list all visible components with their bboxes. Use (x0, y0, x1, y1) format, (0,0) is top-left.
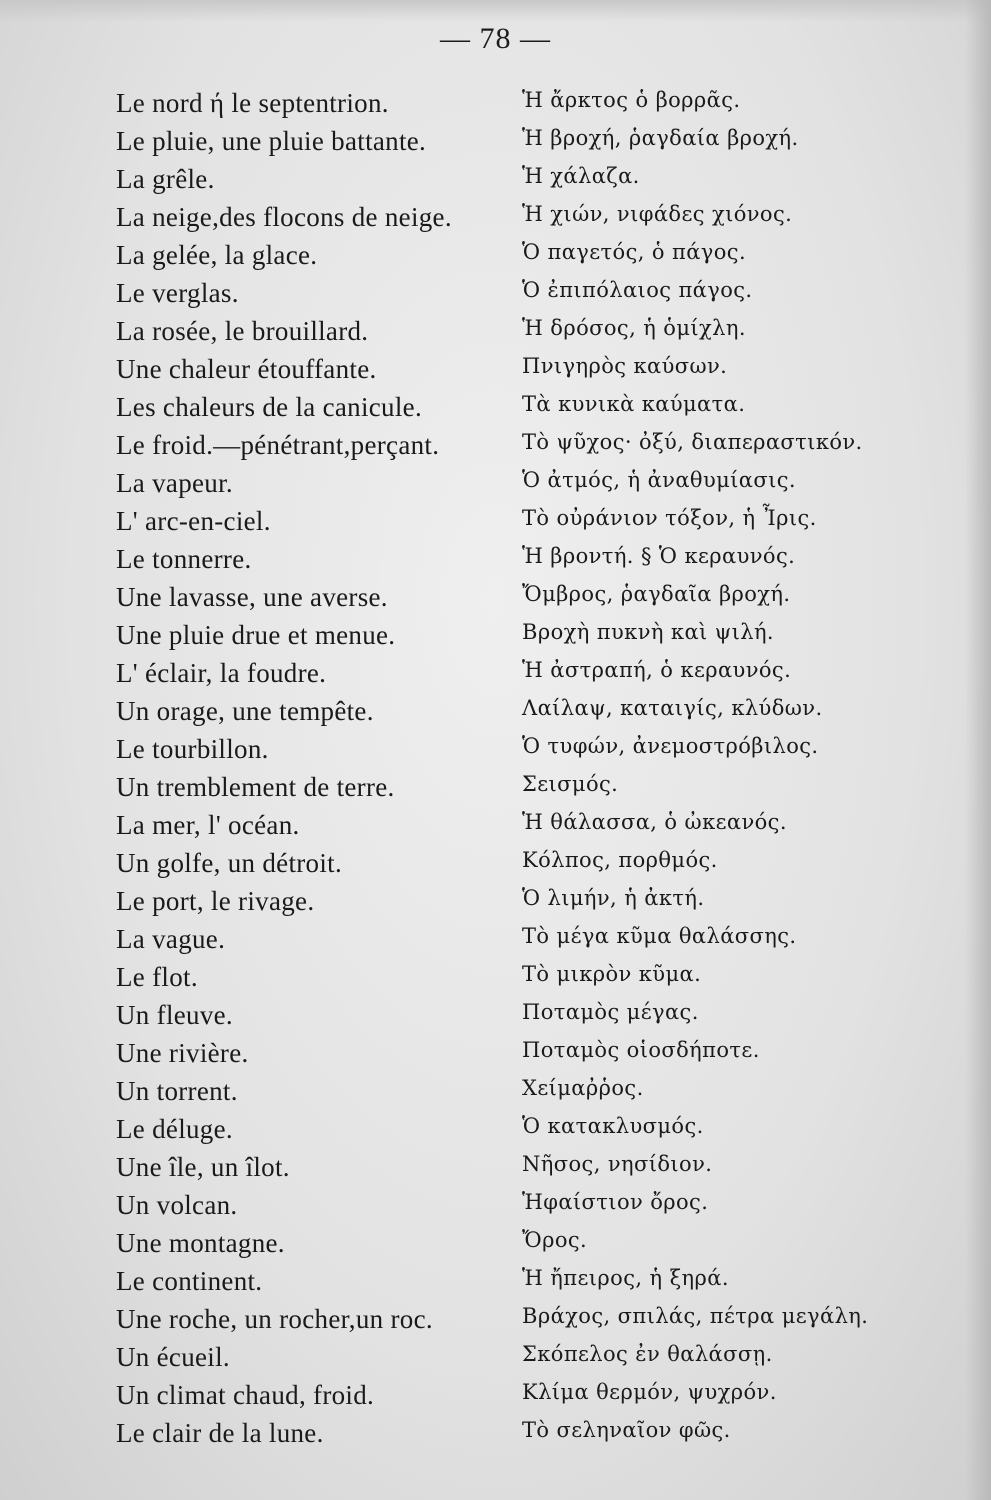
greek-term: Λαίλαψ, καταιγίς, κλύδων. (522, 696, 823, 720)
vocabulary-entry (0, 1304, 991, 1342)
vocabulary-entry (0, 886, 991, 924)
vocabulary-entry (0, 772, 991, 810)
greek-term: Κλίμα θερμόν, ψυχρόν. (522, 1380, 777, 1404)
french-term: La vague. (116, 924, 226, 954)
vocabulary-entry (0, 240, 991, 278)
greek-term: Ποταμὸς οἱοσδήποτε. (522, 1038, 760, 1062)
greek-term: Σκόπελος ἐν θαλάσσῃ. (522, 1342, 773, 1366)
french-term: Le port, le rivage. (116, 886, 315, 916)
greek-term: Ὄμβρος, ῥαγδαῖα βροχή. (522, 582, 791, 606)
vocabulary-entry (0, 1038, 991, 1076)
vocabulary-entry (0, 962, 991, 1000)
french-term: Un torrent. (116, 1076, 238, 1106)
french-term: Une lavasse, une averse. (116, 582, 388, 612)
greek-term: Ἡ ἀστραπή, ὁ κεραυνός. (522, 658, 792, 682)
vocabulary-entry (0, 734, 991, 772)
french-term: La grêle. (116, 164, 215, 194)
vocabulary-entry (0, 164, 991, 202)
french-term: Un climat chaud, froid. (116, 1380, 375, 1410)
french-term: Le froid.—pénétrant,perçant. (116, 430, 440, 460)
vocabulary-entry (0, 1114, 991, 1152)
vocabulary-entry (0, 620, 991, 658)
greek-term: Πνιγηρὸς καύσων. (522, 354, 728, 378)
vocabulary-entry (0, 658, 991, 696)
vocabulary-entry (0, 848, 991, 886)
french-term: Un tremblement de terre. (116, 772, 395, 802)
vocabulary-entry (0, 696, 991, 734)
french-term: Un fleuve. (116, 1000, 233, 1030)
greek-term: Τὸ οὐράνιον τόξον, ἡ Ἶρις. (522, 506, 817, 530)
greek-term: Κόλπος, πορθμός. (522, 848, 718, 872)
vocabulary-entry (0, 468, 991, 506)
french-term: La gelée, la glace. (116, 240, 318, 270)
french-term: Une roche, un rocher,un roc. (116, 1304, 433, 1334)
french-term: La vapeur. (116, 468, 233, 498)
greek-term: Ὁ τυφών, ἀνεμοστρόβιλος. (522, 734, 819, 758)
vocabulary-entry (0, 1418, 991, 1456)
vocabulary-entry (0, 1342, 991, 1380)
greek-term: Ἡ δρόσος, ἡ ὁμίχλη. (522, 316, 746, 340)
vocabulary-entry (0, 1266, 991, 1304)
greek-term: Τὰ κυνικὰ καύματα. (522, 392, 746, 416)
vocabulary-entry (0, 88, 991, 126)
greek-term: Ἡφαίστιον ὄρος. (522, 1190, 709, 1214)
greek-term: Ὁ παγετός, ὁ πάγος. (522, 240, 747, 264)
vocabulary-entry (0, 392, 991, 430)
french-term: Le nord ή le septentrion. (116, 88, 389, 118)
greek-term: Σεισμός. (522, 772, 619, 796)
french-term: L' éclair, la foudre. (116, 658, 327, 688)
vocabulary-entry (0, 202, 991, 240)
french-term: Un golfe, un détroit. (116, 848, 343, 878)
french-term: Le verglas. (116, 278, 239, 308)
french-term: Les chaleurs de la canicule. (116, 392, 422, 422)
vocabulary-entry (0, 430, 991, 468)
french-term: Le pluie, une pluie battante. (116, 126, 427, 156)
french-term: Le flot. (116, 962, 198, 992)
french-term: Le clair de la lune. (116, 1418, 324, 1448)
greek-term: Ἡ ἄρκτος ὁ βορρᾶς. (522, 88, 741, 112)
vocabulary-entry (0, 316, 991, 354)
vocabulary-entry (0, 1000, 991, 1038)
greek-term: Ὁ λιμήν, ἡ ἀκτή. (522, 886, 705, 910)
vocabulary-entry (0, 126, 991, 164)
vocabulary-entry (0, 924, 991, 962)
vocabulary-entry (0, 582, 991, 620)
greek-term: Βροχὴ πυκνὴ καὶ ψιλή. (522, 620, 775, 644)
french-term: Le déluge. (116, 1114, 233, 1144)
vocabulary-entry (0, 1380, 991, 1418)
greek-term: Τὸ μικρὸν κῦμα. (522, 962, 702, 986)
greek-term: Ὁ κατακλυσμός. (522, 1114, 704, 1138)
page-top-shadow (0, 0, 991, 22)
french-term: Le tonnerre. (116, 544, 252, 574)
vocabulary-entry (0, 1228, 991, 1266)
greek-term: Χείμαῤῥος. (522, 1076, 644, 1100)
french-term: Un volcan. (116, 1190, 238, 1220)
french-term: Le continent. (116, 1266, 263, 1296)
greek-term: Βράχος, σπιλάς, πέτρα μεγάλη. (522, 1304, 869, 1328)
french-term: L' arc-en-ciel. (116, 506, 271, 536)
french-term: Une chaleur étouffante. (116, 354, 377, 384)
greek-term: Τὸ σεληναῖον φῶς. (522, 1418, 731, 1442)
greek-term: Ὁ ἐπιπόλαιος πάγος. (522, 278, 753, 302)
greek-term: Ἡ βροντή. § Ὁ κεραυνός. (522, 544, 796, 568)
greek-term: Νῆσος, νησίδιον. (522, 1152, 713, 1176)
greek-term: Τὸ μέγα κῦμα θαλάσσης. (522, 924, 797, 948)
vocabulary-entry (0, 544, 991, 582)
vocabulary-entry (0, 354, 991, 392)
french-term: Une île, un îlot. (116, 1152, 290, 1182)
greek-term: Ἡ βροχή, ῥαγδαία βροχή. (522, 126, 799, 150)
vocabulary-entry (0, 1190, 991, 1228)
vocabulary-entry (0, 278, 991, 316)
french-term: Une pluie drue et menue. (116, 620, 396, 650)
greek-term: Ἡ θάλασσα, ὁ ὠκεανός. (522, 810, 787, 834)
greek-term: Ἡ χιών, νιφάδες χιόνος. (522, 202, 793, 226)
greek-term: Τὸ ψῦχος· ὀξύ, διαπεραστικόν. (522, 430, 863, 454)
french-term: Le tourbillon. (116, 734, 269, 764)
french-term: La neige,des flocons de neige. (116, 202, 452, 232)
vocabulary-entry (0, 506, 991, 544)
french-term: Un orage, une tempête. (116, 696, 374, 726)
page-number: — 78 — (440, 22, 551, 55)
vocabulary-entry (0, 1076, 991, 1114)
french-term: Une montagne. (116, 1228, 285, 1258)
greek-term: Ἡ χάλαζα. (522, 164, 640, 188)
vocabulary-entry (0, 1152, 991, 1190)
french-term: La mer, l' océan. (116, 810, 300, 840)
french-term: Un écueil. (116, 1342, 230, 1372)
greek-term: Ἡ ἤπειρος, ἡ ξηρά. (522, 1266, 729, 1290)
french-term: Une rivière. (116, 1038, 249, 1068)
greek-term: Ὁ ἀτμός, ἡ ἀναθυμίασις. (522, 468, 796, 492)
french-term: La rosée, le brouillard. (116, 316, 369, 346)
greek-term: Ὄρος. (522, 1228, 588, 1252)
greek-term: Ποταμὸς μέγας. (522, 1000, 699, 1024)
vocabulary-entry (0, 810, 991, 848)
